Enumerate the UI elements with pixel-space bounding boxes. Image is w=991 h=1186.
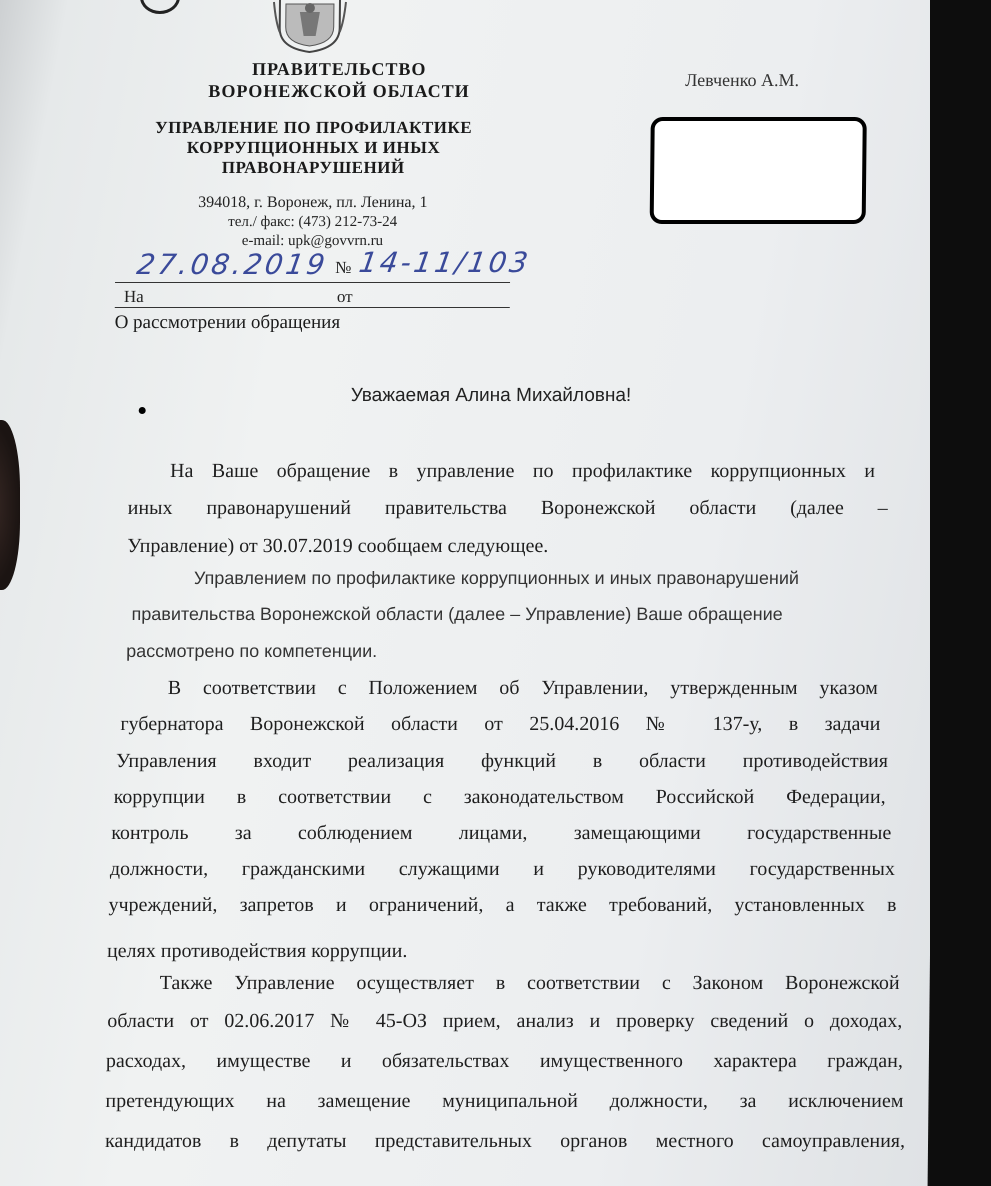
reply-to-label: На xyxy=(123,287,144,306)
body-line: претендующих на замещение муниципальной должности, за исключением xyxy=(105,1090,904,1112)
body-line: В соответствии с Положением об Управлении, утвержденным указом xyxy=(167,677,878,699)
department-name-line2: КОРРУПЦИОННЫХ И ИНЫХ xyxy=(186,138,441,157)
government-name-line2: ВОРОНЕЖСКОЙ ОБЛАСТИ xyxy=(208,81,470,101)
coat-of-arms-emblem xyxy=(271,0,348,54)
postal-address: 394018, г. Воронеж, пл. Ленина, 1 xyxy=(198,194,428,211)
department-name-line1: УПРАВЛЕНИЕ ПО ПРОФИЛАКТИКЕ xyxy=(155,118,473,137)
department-name-line3: ПРАВОНАРУШЕНИЙ xyxy=(221,158,405,177)
salutation: Уважаемая Алина Михайловна! xyxy=(350,385,632,406)
body-line: Управление) от 30.07.2019 сообщаем следующее. xyxy=(127,535,549,557)
body-line: области от 02.06.2017 № 45-ОЗ прием, анализ и проверку сведений о доходах, xyxy=(107,1010,903,1032)
body-line: На Ваше обращение в управление по профилактике коррупционных и xyxy=(169,460,876,482)
letter-subject: О рассмотрении обращения xyxy=(114,312,341,333)
body-line: Также Управление осуществляет в соответствии с Законом Воронежской xyxy=(159,972,900,994)
binder-ring xyxy=(140,0,180,14)
redacted-address-box xyxy=(650,117,867,224)
email-address: e-mail: upk@govvrn.ru xyxy=(241,233,384,249)
handwritten-date: 27.08.2019 xyxy=(134,248,331,281)
reply-underline xyxy=(115,307,510,308)
background-edge xyxy=(930,0,991,1186)
phone-fax: тел./ факс: (473) 212-73-24 xyxy=(228,214,398,230)
reply-from-label: от xyxy=(336,287,353,306)
body-line: целях противодействия коррупции. xyxy=(106,940,408,962)
body-line: рассмотрено по компетенции. xyxy=(126,641,378,661)
date-number-underline xyxy=(115,282,510,283)
handwritten-outgoing-number: 14-11/103 xyxy=(356,246,533,279)
government-name-line1: ПРАВИТЕЛЬСТВО xyxy=(251,59,427,79)
government-name xyxy=(119,58,559,102)
body-line: правительства Воронежской области (далее – Управление) Ваше обращение xyxy=(131,604,783,624)
recipient-name: Левченко А.М. xyxy=(685,70,800,90)
body-line: кандидатов в депутаты представительных органов местного самоуправления, xyxy=(104,1130,906,1152)
body-line: должности, гражданскими служащими и руководителями государственных xyxy=(109,858,896,880)
printed-dot-mark xyxy=(139,407,146,414)
body-line: губернатора Воронежской области от 25.04.2016 № 137-у, в задачи xyxy=(120,713,881,735)
body-line: иных правонарушений правительства Воронежской области (далее – xyxy=(127,497,888,519)
department-name xyxy=(118,118,509,178)
body-line: Управлением по профилактике коррупционных и иных правонарушений xyxy=(193,568,800,588)
body-line: коррупции в соответствии с законодательством Российской Федерации, xyxy=(113,786,886,808)
body-line: расходах, имуществе и обязательствах имущественного характера граждан, xyxy=(105,1050,904,1072)
body-line: Управления входит реализация функций в области противодействия xyxy=(115,750,889,772)
body-line: учреждений, запретов и ограничений, а также требований, установленных в xyxy=(108,894,897,916)
number-label: № xyxy=(335,258,352,277)
body-line: контроль за соблюдением лицами, замещающими государственные xyxy=(111,822,892,844)
